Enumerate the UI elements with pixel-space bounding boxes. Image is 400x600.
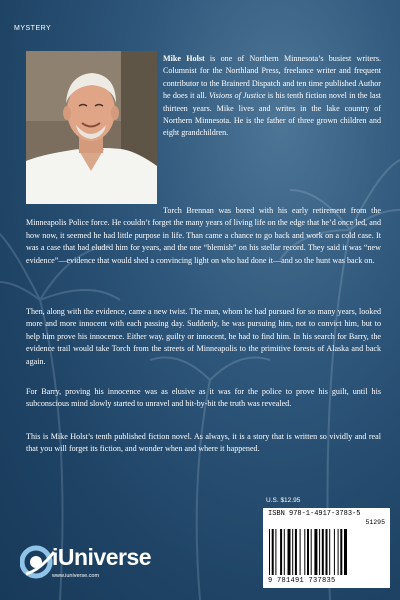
price-label: U.S. $12.95 (266, 497, 301, 504)
bio-text-2: is his tenth fiction novel in the last thirteen years. Mike lives and writes in the lake country of Northern Minnesota. He is the father of three grown children and eight grandchildren. (163, 91, 381, 138)
isbn-barcode (263, 508, 390, 588)
barcode-bars (269, 529, 384, 575)
isbn-text: ISBN 978-1-4917-3783-5 (268, 510, 361, 518)
iuniverse-swoosh-icon (20, 544, 56, 580)
synopsis-paragraph-4: This is Mike Holst’s tenth published fiction novel. As always, it is a story that is written so vividly and real that you will forget its fiction, and wonder when and where it happened. (26, 432, 381, 454)
publisher-name: iUniverse (52, 544, 152, 570)
author-bio (163, 53, 381, 140)
ean-number: 9 781491 737835 (268, 577, 336, 585)
synopsis-paragraph-3: For Barry, proving his innocence was as elusive as it was for the police to prove his guilt, until his subconscious mind slowly started to unravel and bit-by-bit the truth was revealed. (26, 387, 381, 409)
author-name: Mike Holst (163, 54, 205, 63)
bio-text-1: is one of Northern Minnesota’s busiest writers. Columnist for the Northland Press, freelance writer and frequent contributor to the Brainerd Dispatch and ten time published Author he does it all. (163, 54, 381, 101)
synopsis-paragraph-2: Then, along with the evidence, came a new twist. The man, whom he had pursued for so many years, looked more and more innocent with each passing day. Suddenly, he was pursuing him, not to convict him, but to help him prove his innocence. Either way, guilty or innocent, he had to find him. In his search for Barry, the evidence trail would take Torch from the streets of Minneapolis to the primitive forests of Alaska and back again. (26, 307, 381, 366)
publisher-url: www.iuniverse.com (52, 573, 100, 579)
publisher-logo (20, 542, 170, 592)
synopsis-paragraph-1-text: Torch Brennan was bored with his early retirement from the Minneapolis Police force. He couldn’t forget the many years of living life on the edge that he’d once led, and how now, it seemed he had little purpose in life. Than came a chance to go back and work on a cold case. It was a case that had eluded him for years, and the one “blemish” on his stellar record. They said it was “new evidence”—evidence that would shed a convincing light on who had done it—and so the hunt was back on. (26, 206, 381, 265)
genre-label: MYSTERY (14, 25, 52, 32)
book-title: Visions of Justice (209, 91, 266, 101)
synopsis-paragraph-1 (26, 205, 381, 267)
author-photo (26, 51, 157, 204)
price-code: 51295 (365, 519, 385, 526)
